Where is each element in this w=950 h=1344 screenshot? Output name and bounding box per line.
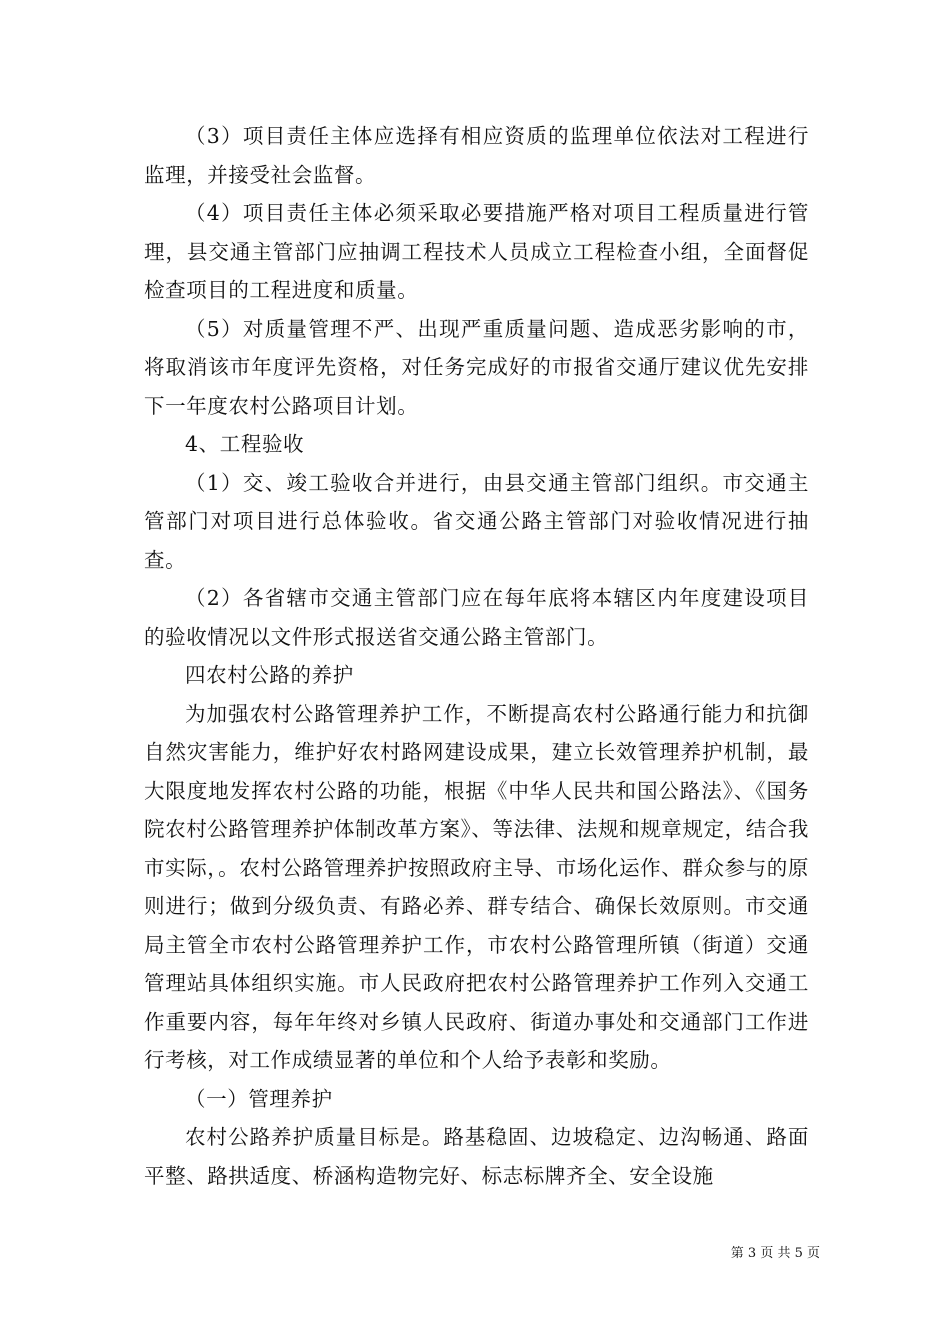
section-heading-maintenance: 四农村公路的养护 bbox=[185, 663, 354, 687]
paragraph-item-4: （4）项目责任主体必须采取必要措施严格对项目工程质量进行管理，县交通主管部门应抽调工程技术人员成立工程检查小组，全面督促检查项目的工程进度和质量。 bbox=[144, 201, 809, 302]
subsection-heading-management: （一）管理养护 bbox=[185, 1086, 333, 1111]
paragraph-item-3: （3）项目责任主体应选择有相应资质的监理单位依法对工程进行监理，并接受社会监督。 bbox=[144, 124, 809, 187]
paragraph-acceptance-1: （1）交、竣工验收合并进行，由县交通主管部门组织。市交通主管部门对项目进行总体验收。省交通公路主管部门对验收情况进行抽查。 bbox=[144, 470, 809, 572]
paragraph-maintenance-intro: 为加强农村公路管理养护工作，不断提高农村公路通行能力和抗御自然灾害能力，维护好农村路网建设成果，建立长效管理养护机制，最大限度地发挥农村公路的功能，根据《中华人民共和国公路法》、《国务院农村公路管理养护体制改革方案》、等法律、法规和规章规定，结合我市实际，。农村公路管理养护按照政府主导、市场化运作、群众参与的原则进行；做到分级负责、有路必养、群专结合、确保长效原则。市交通局主管全市农村公路管理养护工作，市农村公路管理所镇（街道）交通管理站具体组织实施。市人民政府把农村公路管理养护工作列入交通工作重要内容，每年年终对乡镇人民政府、街道办事处和交通部门工作进行考核，对工作成绩显著的单位和个人给予表彰和奖励。 bbox=[144, 701, 809, 1072]
page-number: 第 3 页 共 5 页 bbox=[730, 1246, 820, 1261]
paragraph-acceptance-2: （2）各省辖市交通主管部门应在每年底将本辖区内年度建设项目的验收情况以文件形式报送省交通公路主管部门。 bbox=[144, 586, 809, 649]
document-body bbox=[144, 117, 809, 1195]
paragraph-quality-goals: 农村公路养护质量目标是。路基稳固、边坡稳定、边沟畅通、路面平整、路拱适度、桥涵构造物完好、标志标牌齐全、安全设施 bbox=[144, 1125, 809, 1188]
paragraph-item-5: （5）对质量管理不严、出现严重质量问题、造成恶劣影响的市，将取消该市年度评先资格，对任务完成好的市报省交通厅建议优先安排下一年度农村公路项目计划。 bbox=[144, 316, 809, 418]
section-heading-acceptance: 4、工程验收 bbox=[185, 432, 305, 456]
